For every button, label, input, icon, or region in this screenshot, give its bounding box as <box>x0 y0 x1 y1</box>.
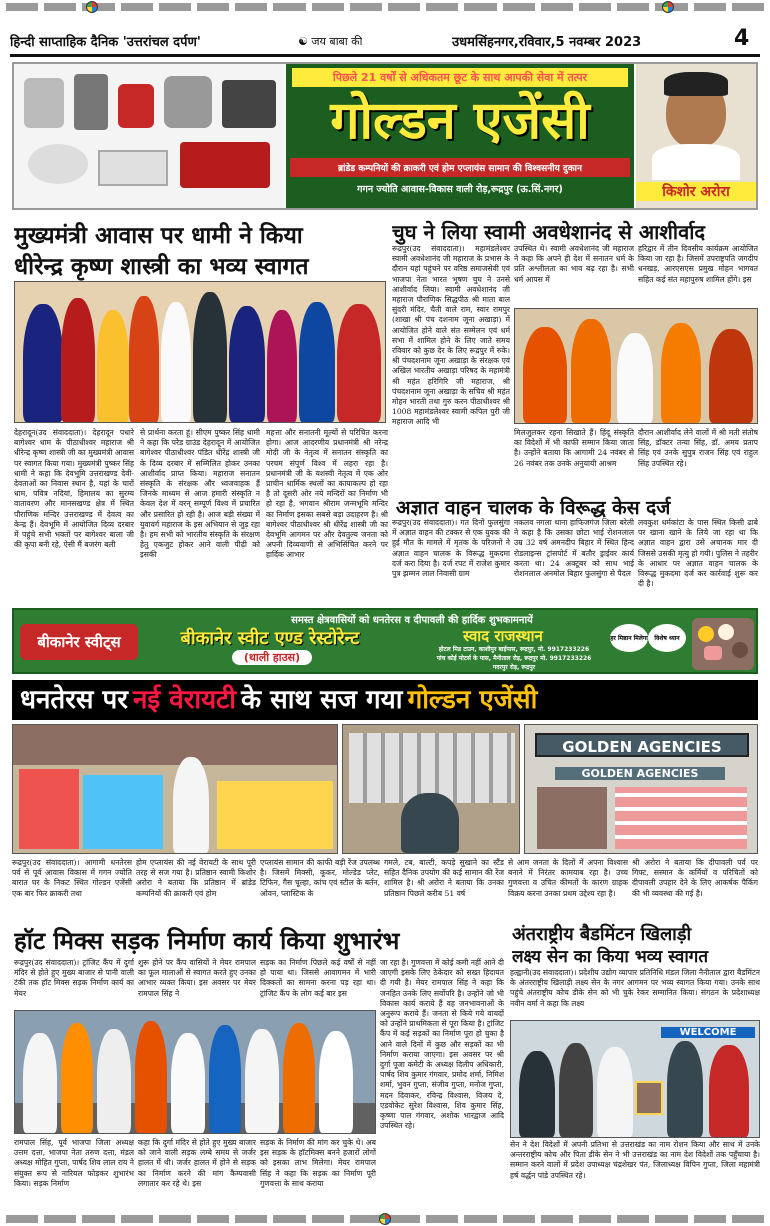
story5-caption-2: कहा कि दुर्गा मंदिर से होते हुए मुख्य बाजार को जाने वाली सड़क लम्बे समय से जर्जर हालत में थी। जर्जर हालत में होने से सड़क का निर्माण करने की मांग कैम्पवासी लगातार कर रहे थे। इस <box>138 1138 256 1188</box>
ad-address-2: पांच कोई मोटर्स के पास, मैनीताल रोड़, रूद्रपुर मो. 9917233226 <box>436 655 592 662</box>
story4-col4: गमले, टब, बाल्टी, कपड़े सुखाने का स्टैंड सहित दैनिक उपयोग की कई सामान की रेंज शामिल है। श्री अरोरा ने बताया कि उनका प्रतिष्ठान पिछले करीब 51 वर्ष <box>384 858 504 898</box>
golden-agency-ad <box>12 62 758 210</box>
masthead-rule <box>10 54 760 57</box>
paper-name: हिन्दी साप्ताहिक दैनिक 'उत्तरांचल दर्पण' <box>10 35 201 50</box>
story6-caption: सेन ने देश विदेशों में अपनी प्रतिभा से उत्तराखंड का नाम रोशन किया और साथ में उनके अन्तरराष्ट्रीय कोच और पिता डीके सेन ने भी उत्तराखंड का नाम देश विदेशों तक पहुँचाया है। सम्मान करने वालों में प्रदेश उपाध्यक्ष चंद्रशेखर पंत, जिलाध्यक्ष विपिन गुप्ता, जिला महामंत्री हर्ष वर्द्धन पांडे उपस्थित रहे। <box>510 1140 760 1180</box>
story2-photo <box>514 308 758 424</box>
story3-headline: अज्ञात वाहन चालक के विरूद्ध केस दर्ज <box>396 497 671 519</box>
story5-caption-3: सड़क के निर्माण की मांग कर चुके थे। अब इस सड़क के हॉटमिक्स बनने हजारों लोगों को इसका लाभ मिलेगा। मेयर रामपाल सिंह ने कहा कि सड़क का निर्माण पूरी गुणवत्ता के साथ कराया <box>260 1138 376 1188</box>
story2-col2b: मिलजुलकर रहना सिखाते हैं। हिंदू संस्कृति का विदेशों में भी काफी सम्मान किया जाता है। उन्होंने बताया कि आगामी 24 नवंबर से 26 नवंबर तक उनके अनुयायी आश्रम <box>514 428 634 468</box>
story4-col3: एप्लायंस सामान की काफी बड़ी रेंज उपलब्ध है। जिसमें मिक्सी, कूकर, मोल्डेड प्लेट, टिफिन, गैस चूल्हा, कांच एवं स्टील के बर्तन, ओवन, प्लास्टिक के <box>260 858 380 898</box>
motto <box>298 34 362 49</box>
story4-headline-gold: गोल्डन एजेंसी <box>407 685 538 715</box>
proprietor-name: किशोर अरोरा <box>636 182 756 201</box>
ad-taste: स्वाद राजस्थान <box>463 627 543 645</box>
om-icon: ☯ <box>298 35 308 48</box>
story4-photo-2 <box>342 724 520 854</box>
ad-tagline: ब्रांडेड कम्पनियों की क्राकरी एवं होम एप्लायंस सामान की विश्वसनीय दुकान <box>290 158 630 177</box>
ad-address: गगन ज्योति आवास-विकास वाली रोड़,रूद्रपुर (ऊ.सिं.नगर) <box>357 184 563 195</box>
page-number: 4 <box>734 26 750 51</box>
story1-col1: देहरादून(उद संवाददाता)। देहरादून पधारे बागेश्वर धाम के पीठाधीश्वर महाराज श्री धीरेन्द्र कृष्ण शास्त्री जी का मुख्यमंत्री आवास पर स्वागत किया गया। मुख्यमंत्री पुष्कर सिंह धामी ने कहा कि देवभूमि उत्तराखण्ड देवी-देवताओं का निवास स्थान है, यहां के चारों धाम, पवित्र नदियां, हिमालय का सुरम्य वातावरण और मानसखण्ड क्षेत्र में स्थित पौराणिक मन्दिर उत्तराखण्ड में देवत्व का केन्द्र हैं। देवभूमि में आयोजित दिव्य दरबार में पहुंचे सभी भक्तों पर बागेश्वर बाला जी की कृपा बनी रहे, ऐसी मैं बजरंग बली <box>14 428 134 550</box>
story4-headline-part2: के साथ सज गया <box>241 685 403 715</box>
story5-photo <box>14 1010 376 1134</box>
top-decor-bar <box>0 0 770 14</box>
story4-photo-1 <box>12 724 338 854</box>
story3-col1: रूद्रपुर(उद संवाददाता)। गत दिनों फुलसुंगा में अज्ञात वाहन की टक्कर से एक युवक की हुई मौत के मामले में मृतक के परिजनों ने अज्ञात वाहन चालक के विरूद्ध मुकदमा दर्ज करा दिया है। दर्ज रपट में राजेश कुमार पुत्र झम्मन लाल निवासी ग्राम <box>392 518 510 579</box>
sweets-image <box>692 618 754 670</box>
ad-banner-text: पिछले 21 वर्षों से अधिकतम छूट के साथ आपकी सेवा में तत्पर <box>292 68 628 87</box>
story1-headline-1: मुख्यमंत्री आवास पर धामी ने किया <box>14 223 303 249</box>
story4-col1: रूद्रपुर(उद संवाददाता)। आगामी धनतेरस पर्व से पूर्व आवास विकास में गगन ज्योति बारात घर के निकट स्थित गोल्डन एजेंसी एक बार फिर क्राकरी तथा <box>12 858 132 898</box>
story5-col4: जा रहा है। गुणवत्ता में कोई कमी नहीं आने दी जाएगी इसके लिए ठेकेदार को सख्त हिदायत दी गयी है। मेयर रामपाल सिंह ने कहा कि जनहित उनके लिए सर्वोपरि है। उन्होंने जो भी विकास कार्य कराये हैं वह जनभावनाओं के अनुरूप कराये हैं। जनता से किये गये वायदों को उन्होंने प्राथमिकता से पूरा किया है। ट्रांजिट कैंप में कई सड़कों का निर्माण पूरा हो चुका है आने वाले दिनों में कुछ और सड़कों का भी निर्माण कराया जाएगा। इस अवसर पर श्री दुर्गा पूजा कमेटी के अध्यक्ष दिलीप अधिकारी, पार्षद शिव कुमार गंगवार, प्रमोद शर्मा, निमिश शर्मा, भुवन गुप्ता, संजीव गुप्ता, मनोज गुप्ता, मदन दिवाकर, रविन्द्र विश्वास, विजय दे, एडवोकेट सुरेश विश्वास, शिव कुमार सिंह, कृष्णा पाल गंगवार, अशोक भारद्वाज आदि उपस्थित रहे। <box>380 958 504 1131</box>
story2-col1: रूद्रपुर(उद संवाददाता)। महामंडलेश्वर स्वामी अवधेशानंद जी महाराज के प्रभास के दौरान यहां पहुंचने पर वरिष्ठ समाजसेवी एवं भाजपा नेता भारत भूषण चुघ ने उनसे आशीर्वाद लिया। स्वामी अवधेशानंद जी महाराज पौराणिक सिद्धपीठ श्री माता बाल सुंदरी मंदिर, चैती वाले राम, स्वार रामपुर (शाखा श्री पंच दशनाम जूना अखाड़ा) में आयोजित होने वाले संत सम्मेलन एवं धर्म सभा में शामिल होने के लिए जाते समय रविवार को कुछ देर के लिए रूद्रपुर में रुके। श्री पंचदशनाम जूना अखाड़ा के संरक्षक एवं अखिल भारतीय अखाड़ा परिषद के महामंत्री श्री महंत हरिगिरि जी महाराज, श्री पंचदशनाम जूना अखाड़ा के सचिव श्री महंत मोहन भारती तथा गुरु करन पीठाधीश्वर श्री 1008 महामंडलेश्वर स्वामी कपिल पुरी जी महाराज आदि भी <box>392 244 510 427</box>
registration-mark-icon <box>86 1 98 13</box>
story4-photo-storefront <box>524 724 758 854</box>
story6-body: हल्द्वानी(उद संवाददाता)। प्रदेशीय उद्योग व्यापार प्रतिनिधि मंडल जिला नैनीताल द्वारा बैडमिंटन के अंतरराष्ट्रीय खिलाड़ी लक्ष्य सेन के नगर आगमन पर भव्य स्वागत किया गया। उनके साथ पहुंचे अंतराष्ट्रीय कोच डीके सेन को भी चुके रेकर सम्मानित किया। संगठन के प्रदेशाध्यक्ष नवीन वर्मा ने कहा कि लक्ष्य <box>510 968 760 1008</box>
ad-address-1: होटल मिड टाउन, काशीपुर बाईपास, रूद्रपुर, मो. 9917233226 <box>438 646 590 653</box>
ad-sub: (थाली हाउस) <box>232 650 312 665</box>
story2-col3: हरिद्वार में तीन दिवसीय कार्यक्रम आयोजित किया जा रहा है। जिसमें उपराष्ट्रपति जगदीप धनखड़, आरएसएस प्रमुख मोहन भागवत सहित कई संत महापुरुष शामिल होंगे। इस <box>638 244 758 284</box>
story4-col2: होम एप्लायंस की नई वेरायटी के साथ पूरी तरह से सज गया है। प्रतिष्ठान स्वामी किशोर अरोरा ने बताया कि प्रतिष्ठान में ब्रांडेड कम्पनियों की क्राकरी एवं होम <box>136 858 256 898</box>
proprietor-photo <box>636 64 756 208</box>
story4-headline-red: नई वेरायटी <box>133 685 236 715</box>
story6-photo <box>510 1020 760 1138</box>
story5-col2: शुरू होने पर कैंप वासियों ने मेयर रामपाल का फूल मालाओं से स्वागत करते हुए उनका आभार व्यक्त किया। इस अवसर पर मेयर रामपाल सिंह ने <box>138 958 256 998</box>
story3-col3: लवकुश धर्मकांटा के पास स्थित किसी ढाबे पर खाना खाने के लिये जा रहा था कि अज्ञात वाहन द्वारा उसे अचानक मार दी जिससे उसकी मृत्यु हो गयी। पुलिस ने तहरीर के आधार पर अज्ञात वाहन चालक के विरूद्ध मुकदमा दर्ज कर कार्रवाई शुरू कर दी है। <box>638 518 758 589</box>
registration-mark-icon <box>379 1213 391 1225</box>
story6-headline-2: लक्ष्य सेन का किया भव्य स्वागत <box>512 947 709 967</box>
ad-badge-2: विशेष ध्यान <box>648 624 686 652</box>
ad-left-name: बीकानेर स्वीट्स <box>20 624 138 660</box>
ad-badge-1: हर मिष्ठान मिलेगा <box>610 624 648 652</box>
story4-col5: से आम जनता के दिलों में अपना विश्वास बनाने में निरंतर कामयाब रहा है। उच्च गुणवत्ता व उचित कीमतों के कारण ग्राहक विक्रय करना उनका प्रथम उद्देश्य रहा है। <box>508 858 628 898</box>
ad-brand-name: गोल्डन एजेंसी <box>330 91 590 151</box>
ad-main-name: बीकानेर स्वीट एण्ड रेस्टोरेन्ट <box>180 628 360 649</box>
story3-col2: नकलव नगला थाना हाफिजगंज जिला बरेली ने कहा है कि उसका छोटा भाई रोशनलाल उम्र 32 वर्ष अमनदीप बिहार में स्थित हिन्द रोडलाइन्स ट्रांसपोर्ट में बतौर ड्राईवर कार्य करता था। 24 अक्टूबर को साथ भाई रोशनलाल अनमोल बिहार फुलसुंगा से पैदल <box>514 518 634 579</box>
registration-mark-icon <box>662 1 674 13</box>
store-sign-inner: GOLDEN AGENCIES <box>555 767 725 780</box>
story1-headline-2: धीरेन्द्र कृष्ण शास्त्री का भव्य स्वागत <box>14 254 309 280</box>
story4-headline-band <box>12 680 758 720</box>
masthead <box>10 26 760 52</box>
story4-col6: श्री अरोरा ने बताया कि दीपावली पर्व पर गिफ्ट, सस्मान के कर्मियों व परिचितों को दीपावली उपहार देने के लिए आकर्षक पैकिंग की भी व्यवस्था की गई है। <box>632 858 758 898</box>
story2-col2: उपस्थित थे। स्वामी अवधेशानंद जी महाराज ने कहा कि अपने ही देश में सनातन धर्म के प्रति अश्लीलता का भाव बढ़ रहा है। सभी धर्म आपस में <box>514 244 634 284</box>
bikaner-sweets-ad <box>12 608 758 674</box>
appliances-image <box>14 64 284 208</box>
store-sign-top: GOLDEN AGENCIES <box>535 733 749 757</box>
story2-headline: चुघ ने लिया स्वामी अवधेशानंद से आशीर्वाद <box>392 220 705 244</box>
ad-greeting: समस्त क्षेत्रवासियों को धनतेरस व दीपावली की हार्दिक शुभकामनायें <box>291 615 533 626</box>
story5-col1: रूद्रपुर(उद संवाददाता)। ट्रांजिट कैंप में दुर्गा मंदिर से होते हुए मुख्य बाजार से पानी वाली टंकी तक हॉट मिक्स सड़क निर्माण कार्य का मेयर <box>14 958 134 998</box>
story1-col3: महत्ता और सनातनी मूल्यों से परिचित करना होगा। आज आदरणीय प्रधानमंत्री श्री नरेन्द्र मोदी जी के नेतृत्व में सनातन संस्कृति का परचम संपूर्ण विश्व में लहरा रहा है। प्रधानमंत्री जी के यशस्वी नेतृत्व में एक ओर प्राचीन धार्मिक स्थलों का कायाकल्प हो रहा है तो दूसरी ओर नये मन्दिरों का निर्माण भी हो रहा है, भगवान श्रीराम जन्मभूमि मन्दिर का निर्माण इसका सबसे बड़ा उदाहरण है। श्री बागेश्वर पीठाधीश्वर श्री धीरेंद्र शास्त्री जी का देवभूमि आगमन पर और देवतुल्य जनता को अपनी दिव्यवाणी से अभिसिंचित करने पर हार्दिक आभार <box>266 428 388 560</box>
story6-headline-1: अंतराष्ट्रीय बैडमिंटन खिलाड़ी <box>512 924 692 945</box>
story4-headline-part1: धनतेरस पर <box>20 685 128 715</box>
story5-headline: हॉट मिक्स सड़क निर्माण कार्य किया शुभारंभ <box>14 927 400 955</box>
story1-photo <box>14 281 386 423</box>
ad-center-panel <box>286 64 634 208</box>
motto-text: जय बाबा की <box>311 35 363 48</box>
bottom-decor-bar <box>0 1212 770 1226</box>
story5-caption-1: रामपाल सिंह, पूर्व भाजपा जिला अध्यक्ष उत्तम दत्ता, भाजपा नेता तरुण दत्ता, मंडल अध्यक्ष मोहित गुप्ता, पार्षद शिव लाल राय ने संयुक्त रूप से नारियल फोड़कर शुभारंभ किया। सड़क निर्माण <box>14 1138 134 1188</box>
welcome-banner: WELCOME <box>661 1027 755 1038</box>
ad-address-3: गदरपुर रोड़, रूद्रपुर <box>492 664 536 671</box>
story2-col3b: दौरान आशीर्वाद लेने वालों में श्री मती संतोष सिंह, डॉक्टर तन्या सिंह, डॉ. अमय प्रताप सिंह एवं उनके सुपुत्र राजन सिंह एवं राहुल सिंह उपस्थित रहे। <box>638 428 758 468</box>
dateline: उधमसिंहनगर,रविवार,5 नवम्बर 2023 <box>452 35 642 50</box>
story5-col3: सड़क का निर्माण पिछले कई वर्षों से नहीं हो पाया था। जिससे आवागमन में भारी दिक्कतों का सामना करना पड़ रहा था। ट्रांजिट कैंप के लोग कई बार इस <box>260 958 376 998</box>
story1-col2: से प्रार्थना करता हूं। सीएम पुष्कर सिंह धामी ने कहा कि परेड ग्राउंड देहरादून में आयोजित बागेश्वर पीठाधीश्वर पंडित धीरेंद्र शास्त्री जी के दिव्य दरबार में सम्मिलित होकर उनका आशीर्वाद प्राप्त किया। महाराज सनातन संस्कृति के संरक्षक और ध्वजवाहक हैं जिनके माध्यम से आज हमारी संस्कृति न केवल देश में वरन् सम्पूर्ण विश्व में प्रचारित और प्रसारित हो रही है। आज बड़ी संख्या में युवावर्ग महाराज के इस अभियान से जुड़ रहा है। हम सभी को भारतीय संस्कृति के संरक्षण हेतु एकजुट होकर आने वाली पीढ़ी को इसकी <box>140 428 260 560</box>
